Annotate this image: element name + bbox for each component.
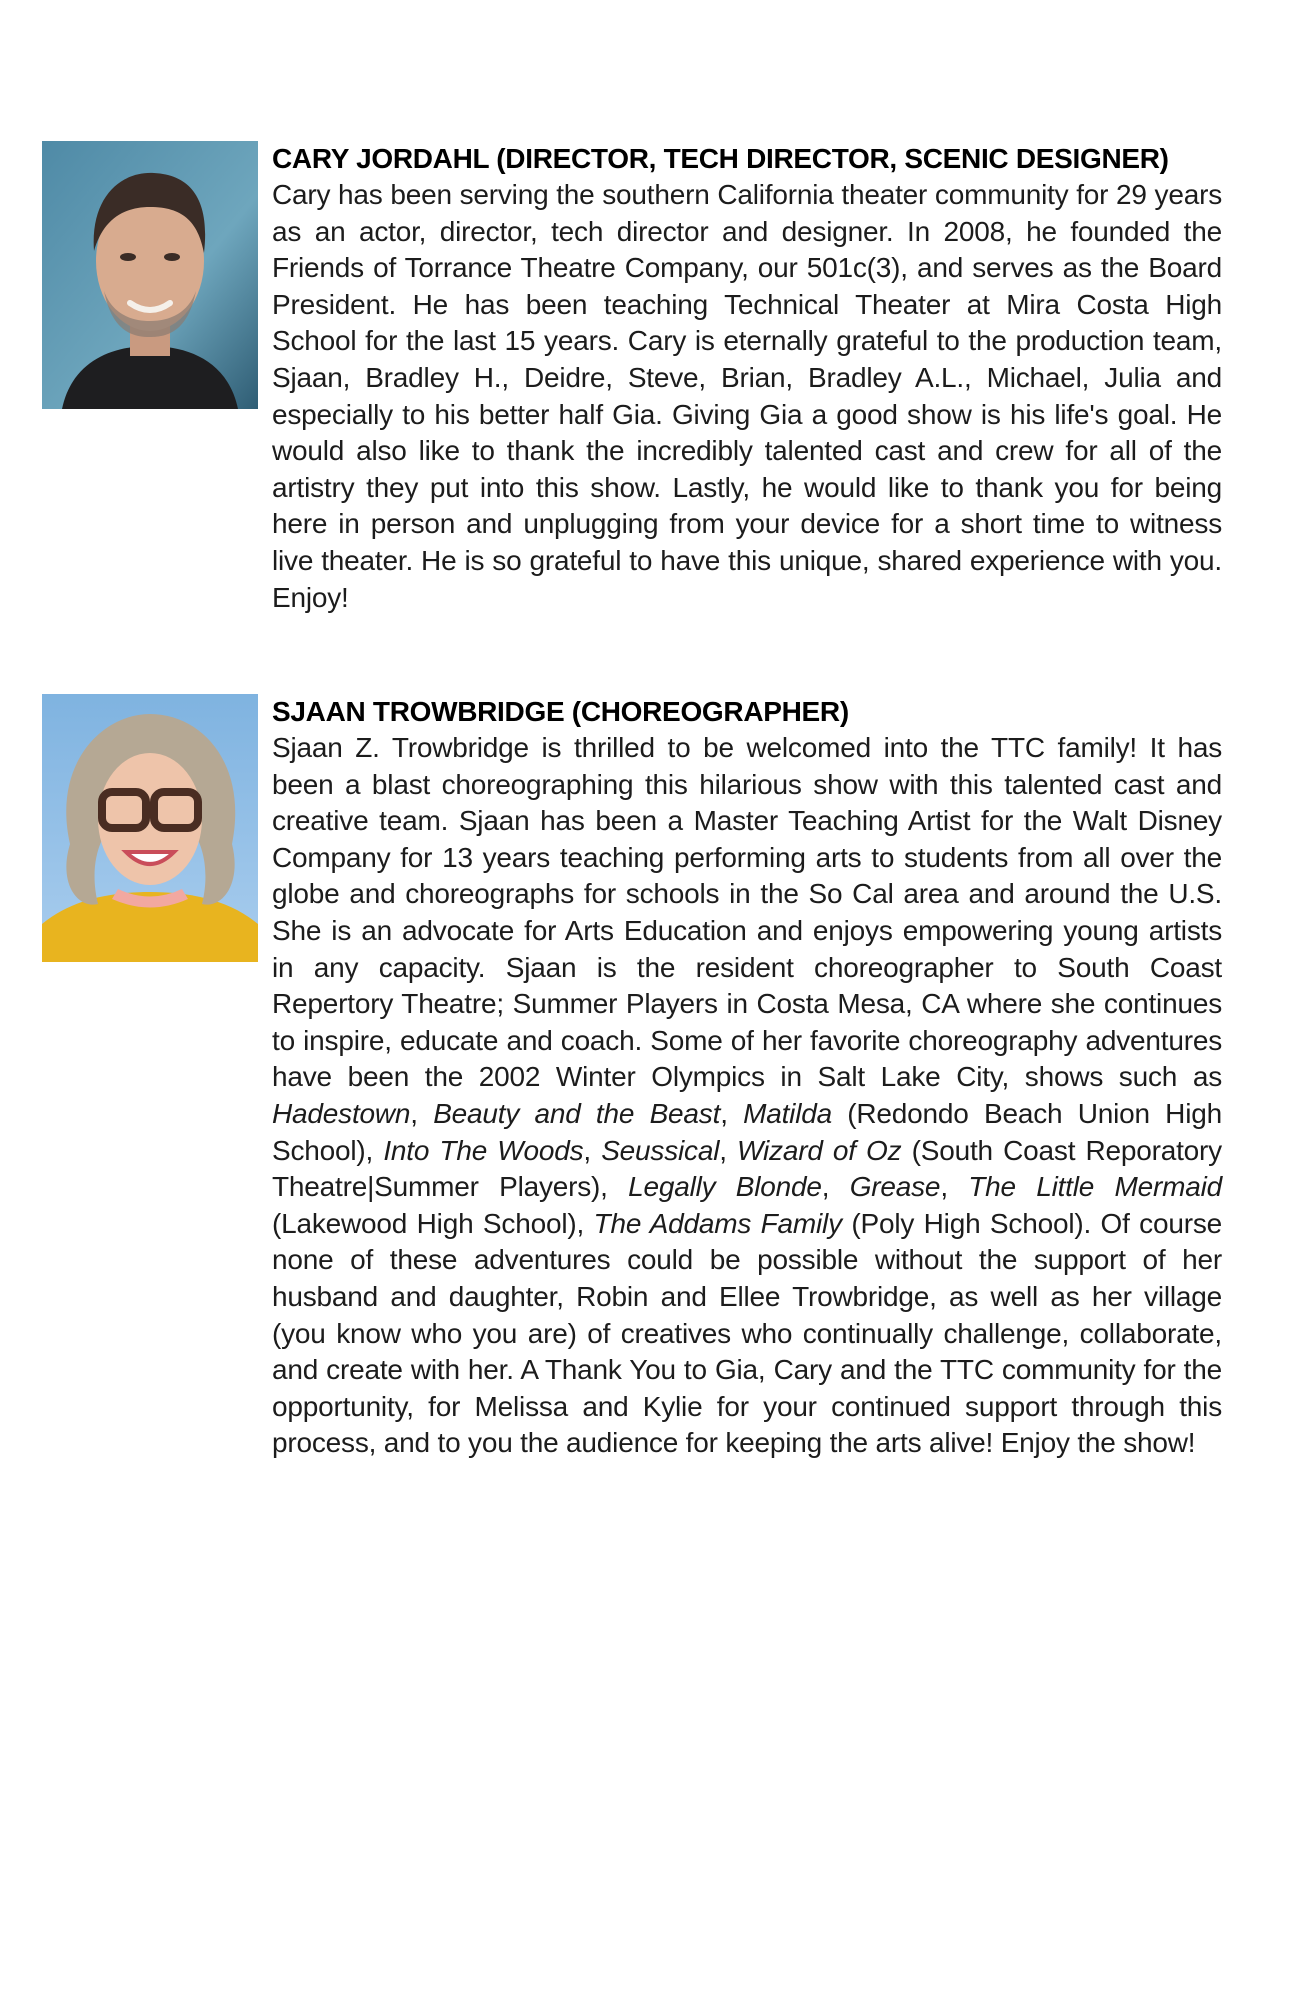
bio-text-segment: (Poly High School). Of course none of these adventures could be possible without the support of her husband and daughter, Robin and Ellee Trowbridge, as well as her village (you know who you are) of creatives who continually challenge, collaborate, and create with her. A Thank You to Gia, Cary and the TTC community for the opportunity, for Melissa and Kylie for your continued support through this process, and to you the audience for keeping the arts alive! Enjoy the show! — [272, 1207, 1223, 1459]
bio-text-segment: Sjaan Z. Trowbridge is thrilled to be welcomed into the TTC family! It has been a blast choreographing this hilarious show with this talented cast and creative team. Sjaan has been a Master Teaching Artist for the Walt Disney Company for 13 years teaching performing arts to students from all over the globe and choreographs for schools in the So Cal area and around the U.S. She is an advocate for Arts Education and enjoys empowering young artists in any capacity. Sjaan is the resident choreographer to South Coast Repertory Theatre; Summer Players in Costa Mesa, CA where she continues to inspire, educate and coach. Some of her favorite choreography adventures have been the 2002 Winter Olympics in Salt Lake City, shows such as — [272, 732, 1222, 1093]
bio-text-segment: (South Coast Reporatory Theatre|Summer Players), — [272, 1134, 1222, 1203]
headshot-photo — [42, 141, 258, 409]
bio-text-segment: , — [720, 1097, 744, 1129]
bio-text-segment: , — [583, 1134, 602, 1166]
show-title: Hadestown — [272, 1097, 411, 1129]
bio-paragraph — [272, 730, 1222, 1462]
headshot-photo — [42, 694, 258, 962]
show-title: Matilda — [743, 1097, 832, 1129]
show-title: The Little Mermaid — [968, 1171, 1223, 1203]
show-title: Seussical — [601, 1134, 720, 1166]
bio-text-segment: , — [410, 1097, 434, 1129]
show-title: Legally Blonde — [628, 1171, 822, 1203]
show-title: The Addams Family — [593, 1207, 842, 1239]
bio-paragraph: Cary has been serving the southern California theater community for 29 years as an actor, director, tech director and designer. In 2008, he founded the Friends of Torrance Theatre Company, our 501c(3), and serves as the Board President. He has been teaching Technical Theater at Mira Costa High School for the last 15 years. Cary is eternally grateful to the production team, Sjaan, Bradley H., Deidre, Steve, Brian, Bradley A.L., Michael, Julia and especially to his better half Gia. Giving Gia a good show is his life's goal. He would also like to thank the incredibly talented cast and crew for all of the artistry they put into this show. Lastly, he would like to thank you for being here in person and unplugging from your device for a short time to witness live theater. He is so grateful to have this unique, shared experience with you. Enjoy! — [272, 179, 1222, 613]
bio-name: CARY JORDAHL (DIRECTOR, TECH DIRECTOR, SCENIC DESIGNER) — [272, 143, 1169, 174]
bio-text-segment: , — [821, 1171, 850, 1203]
show-title: Grease — [849, 1171, 941, 1203]
bio-text-segment: , — [719, 1134, 738, 1166]
portrait-woman-icon — [42, 694, 258, 962]
show-title: Beauty and the Beast — [433, 1097, 721, 1129]
show-title: Wizard of Oz — [737, 1134, 902, 1166]
bio-text-segment: (Redondo Beach Union High School), — [272, 1097, 1222, 1166]
bio-text-segment: , — [940, 1171, 969, 1203]
bio-text-segment: (Lakewood High School), — [272, 1207, 594, 1239]
portrait-man-icon — [42, 141, 258, 409]
show-title: Into The Woods — [383, 1134, 584, 1166]
bio-name: SJAAN TROWBRIDGE (CHOREOGRAPHER) — [272, 696, 849, 727]
